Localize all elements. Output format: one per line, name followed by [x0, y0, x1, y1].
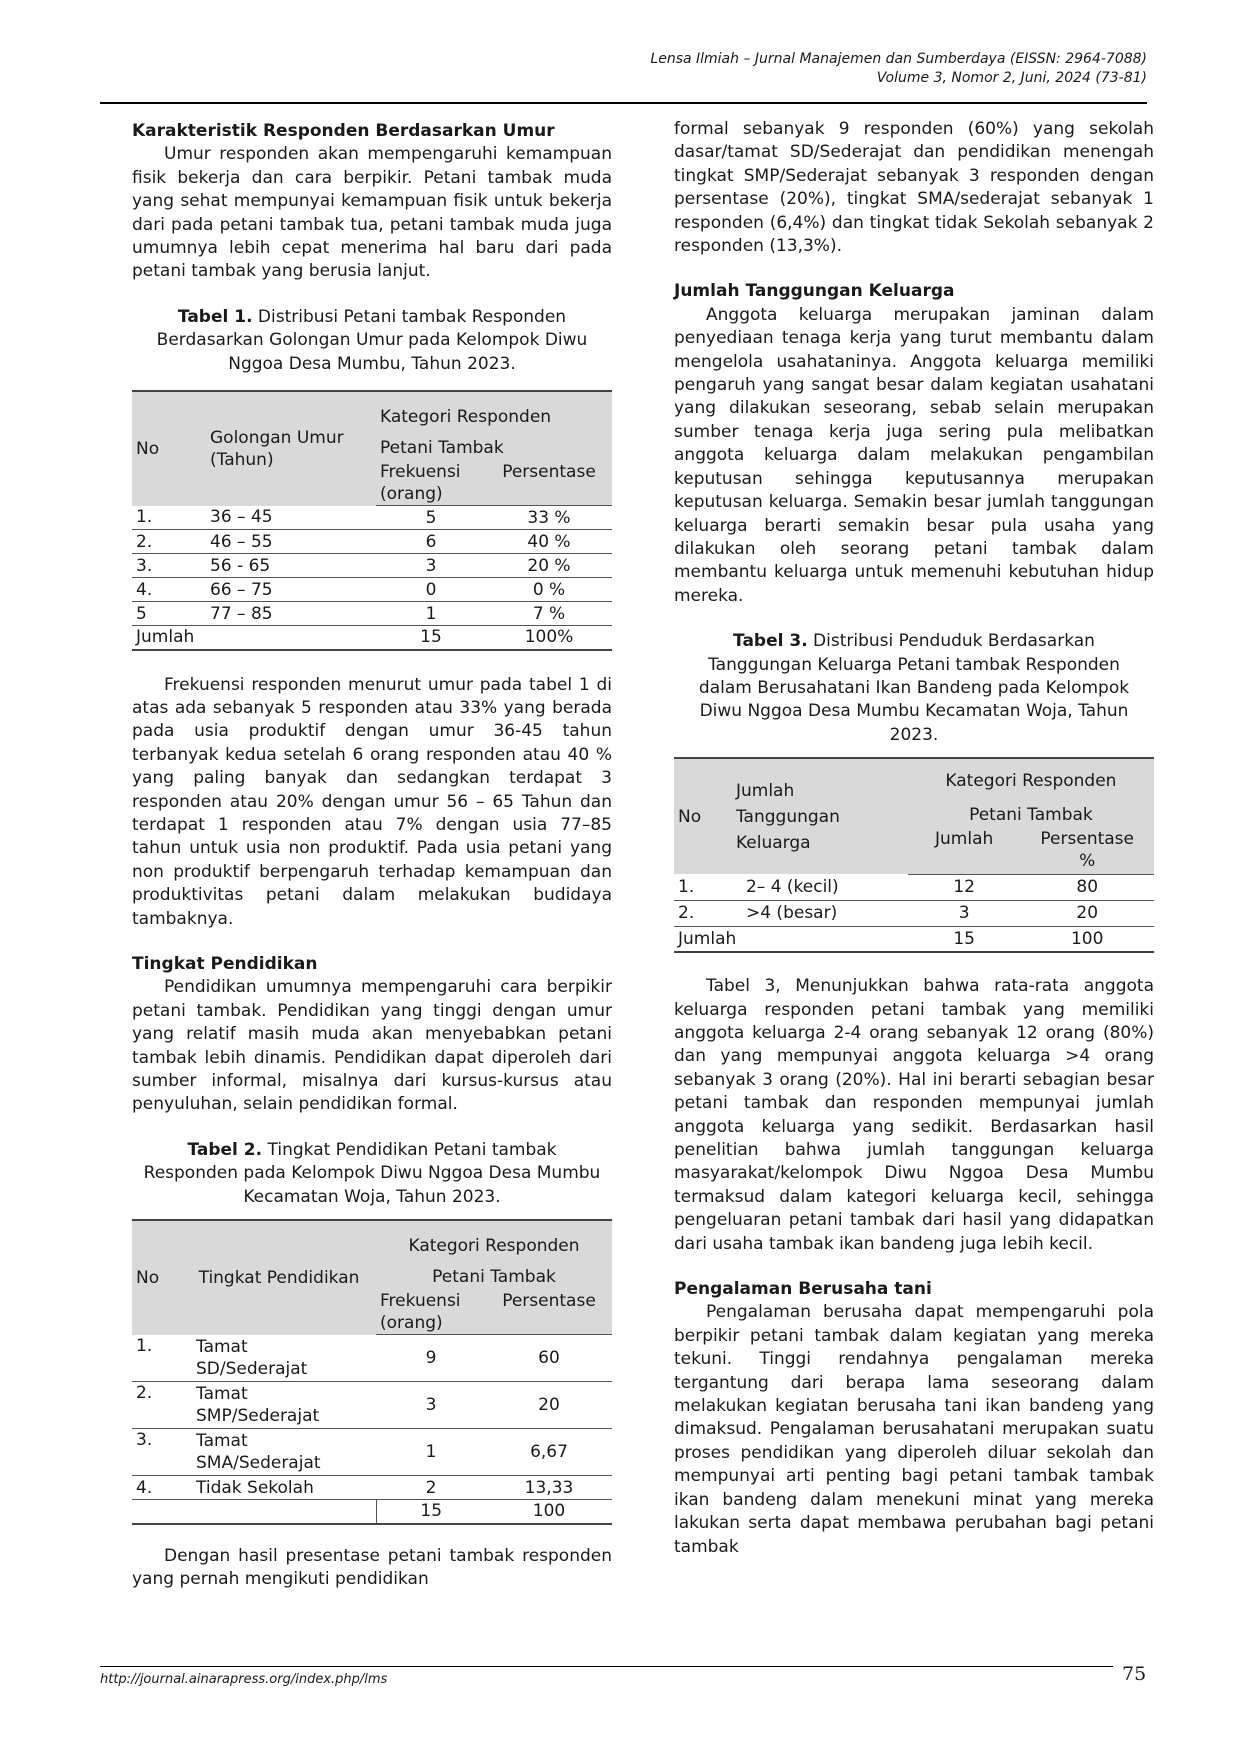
- table-header-cell: Frekuensi (orang): [376, 461, 486, 506]
- table-header-cell: Frekuensi (orang): [376, 1290, 486, 1335]
- table-header-cell: Tingkat Pendidikan: [182, 1220, 376, 1335]
- right-column: [674, 118, 1154, 1559]
- left-column: [132, 120, 612, 1591]
- table-1: [132, 390, 612, 651]
- table-3: [674, 757, 1154, 953]
- paragraph: Frekuensi responden menurut umur pada tabel 1 di atas ada sebanyak 5 responden atau 33% yang berada pada usia produktif dengan umur 36-45 tahun terbanyak kedua setelah 6 orang responden atau 40 % yang paling banyak dan sedangkan terdapat 3 responden atau 20% dengan umur 56 – 65 Tahun dan terdapat 1 responden atau 7% dengan usia 77–85 tahun untuk usia non produktif. Pada usia petani yang non produktif berpengaruh terhadap kemampuan dan produktivitas petani dalam melakukan budidaya tambaknya.: [132, 674, 612, 929]
- page-number: 75: [1122, 1663, 1147, 1685]
- table-row: 4. 66 – 75 0 0 %: [132, 578, 612, 602]
- table-1-caption-text: Distribusi Petani tambak Responden Berdasarkan Golongan Umur pada Kelompok Diwu Nggoa Desa Mumbu, Tahun 2023.: [156, 306, 588, 374]
- section-title-dependents: Jumlah Tanggungan Keluarga: [674, 281, 955, 302]
- paragraph: Pendidikan umumnya mempengaruhi cara berpikir petani tambak. Pendidikan yang tinggi dengan umur yang relatif masih muda akan menyebabkan petani tambak lebih dinamis. Pendidikan dapat diperoleh dari sumber informal, misalnya dari kursus-kursus atau penyuluhan, selain pendidikan formal.: [132, 977, 612, 1115]
- table-2: [132, 1219, 612, 1525]
- table-row: 1. 36 – 45 5 33 %: [132, 506, 612, 530]
- table-header-cell: Persentase %: [1020, 828, 1154, 874]
- header-divider: [100, 102, 1147, 104]
- journal-url: http://journal.ainarapress.org/index.php/lms: [100, 1672, 388, 1687]
- paragraph: Tabel 3, Menunjukkan bahwa rata-rata anggota keluarga responden petani tambak yang memiliki anggota keluarga 2-4 orang sebanyak 12 orang (80%) dan yang mempunyai anggota keluarga >4 orang sebanyak 3 orang (20%). Hal ini berarti sebagian besar petani tambak dan responden mempunyai jumlah anggota keluarga yang sedikit. Berdasarkan hasil penelitian bahwa jumlah tanggungan keluarga masyarakat/kelompok Diwu Nggoa Desa Mumbu termaksud dalam kategori keluarga kecil, sehingga pengeluaran petani tambak dari hasil yang didapatkan dari usaha tambak ikan bandeng juga lebih kecil.: [674, 976, 1154, 1254]
- section-title-experience: Pengalaman Berusaha tani: [674, 1279, 932, 1300]
- table-header-cell: Golongan Umur (Tahun): [206, 391, 376, 506]
- table-row: 3. 56 - 65 3 20 %: [132, 554, 612, 578]
- table-1-caption: [138, 306, 606, 376]
- table-header-cell: Petani Tambak: [380, 438, 504, 459]
- table-header-cell: Petani Tambak: [432, 1267, 556, 1288]
- table-row: 2. Tamat SMP/Sederajat 3 20: [132, 1382, 612, 1429]
- table-row: 5 77 – 85 1 7 %: [132, 602, 612, 626]
- table-header-cell: Kategori Responden: [376, 1220, 612, 1264]
- table-header-cell: Jumlah: [908, 828, 1021, 874]
- paragraph: Pengalaman berusaha dapat mempengaruhi pola berpikir petani tambak dalam kegiatan yang mereka tekuni. Tinggi rendahnya pengalaman mereka tergantung dari berapa lama seseorang dalam melakukan kegiatan berusaha tani ikan bandeng yang dimaksud. Pengalaman berusahatani merupakan suatu proses pendidikan yang diperoleh diluar sekolah dan mempunyai arti penting bagi petani tambak tambak ikan bandeng dalam menekuni minat yang mereka lakukan serta dapat membawa perubahan bagi petani tambak: [674, 1302, 1154, 1557]
- table-2-caption-text: Tingkat Pendidikan Petani tambak Responden pada Kelompok Diwu Nggoa Desa Mumbu Kecamatan Woja, Tahun 2023.: [143, 1139, 601, 1207]
- section-title-education: Tingkat Pendidikan: [132, 954, 318, 975]
- table-total-row: 15 100: [132, 1500, 612, 1524]
- table-header-cell: Jumlah Tanggungan Keluarga: [732, 758, 908, 874]
- table-header-cell: Kategori Responden: [908, 758, 1154, 802]
- table-header-cell: Kategori Responden: [376, 391, 612, 435]
- section-title-age: Karakteristik Responden Berdasarkan Umur: [132, 121, 555, 141]
- table-row: 1. Tamat SD/Sederajat 9 60: [132, 1335, 612, 1382]
- table-row: 3. Tamat SMA/Sederajat 1 6,67: [132, 1429, 612, 1476]
- paragraph: Umur responden akan mempengaruhi kemampuan fisik bekerja dan cara berpikir. Petani tambak muda yang sehat mempunyai kemampuan fisik untuk bekerja dari pada petani tambak tua, petani tambak muda juga umumnya lebih cepat menerima hal baru dari pada petani tambak yang berusia lanjut.: [132, 144, 612, 282]
- table-header-cell: No: [132, 391, 206, 506]
- footer-divider: [100, 1666, 1113, 1667]
- table-total-row: Jumlah 15 100: [674, 926, 1154, 952]
- table-2-caption: [138, 1139, 606, 1209]
- journal-header: [247, 50, 1147, 88]
- table-row: 4. Tidak Sekolah 2 13,33: [132, 1476, 612, 1500]
- table-header-cell: Petani Tambak: [969, 805, 1093, 826]
- table-row: 1. 2– 4 (kecil) 12 80: [674, 874, 1154, 900]
- paragraph: Dengan hasil presentase petani tambak responden yang pernah mengikuti pendidikan: [132, 1545, 612, 1589]
- table-header-cell: No: [132, 1220, 182, 1335]
- paragraph: formal sebanyak 9 responden (60%) yang sekolah dasar/tamat SD/Sederajat dan pendidikan menengah tingkat SMP/Sederajat sebanyak 3 responden dengan persentase (20%), tingkat SMA/sederajat sebanyak 1 responden (6,4%) dan tingkat tidak Sekolah sebanyak 2 responden (13,3%).: [674, 119, 1154, 257]
- table-total-row: Jumlah 15 100%: [132, 626, 612, 650]
- table-3-label: Tabel 3.: [733, 631, 808, 652]
- table-row: 2. >4 (besar) 3 20: [674, 900, 1154, 926]
- table-1-label: Tabel 1.: [177, 306, 253, 327]
- table-header-cell: Persentase: [486, 1290, 612, 1335]
- table-2-label: Tabel 2.: [187, 1139, 263, 1160]
- table-3-caption-text: Distribusi Penduduk Berdasarkan Tanggungan Keluarga Petani tambak Responden dalam Berusahatani Ikan Bandeng pada Kelompok Diwu Nggoa Desa Mumbu Kecamatan Woja, Tahun 2023.: [698, 631, 1130, 745]
- table-header-cell: No: [674, 758, 732, 874]
- table-row: 2. 46 – 55 6 40 %: [132, 530, 612, 554]
- journal-title: Lensa Ilmiah – Jurnal Manajemen dan Sumberdaya (EISSN: 2964-7088): [650, 51, 1147, 67]
- paragraph: Anggota keluarga merupakan jaminan dalam penyediaan tenaga kerja yang turut membantu dalam mengelola usahataninya. Anggota keluarga memiliki pengaruh yang sangat besar dalam kegiatan usahatani yang dilakukan seseorang, sebab selain merupakan sumber tenaga kerja juga sering pula melibatkan anggota keluarga dalam melakukan pengambilan keputusan sehingga keputusannya merupakan keputusan keluarga. Semakin besar jumlah tanggungan keluarga berarti semakin besar pula usaha yang dilakukan oleh seorang petani tambak dalam membantu keluarga untuk memenuhi kebutuhan hidup mereka.: [674, 304, 1154, 606]
- journal-volume: Volume 3, Nomor 2, Juni, 2024 (73-81): [876, 70, 1147, 86]
- table-header-cell: Persentase: [486, 461, 612, 506]
- table-3-caption: [680, 630, 1148, 747]
